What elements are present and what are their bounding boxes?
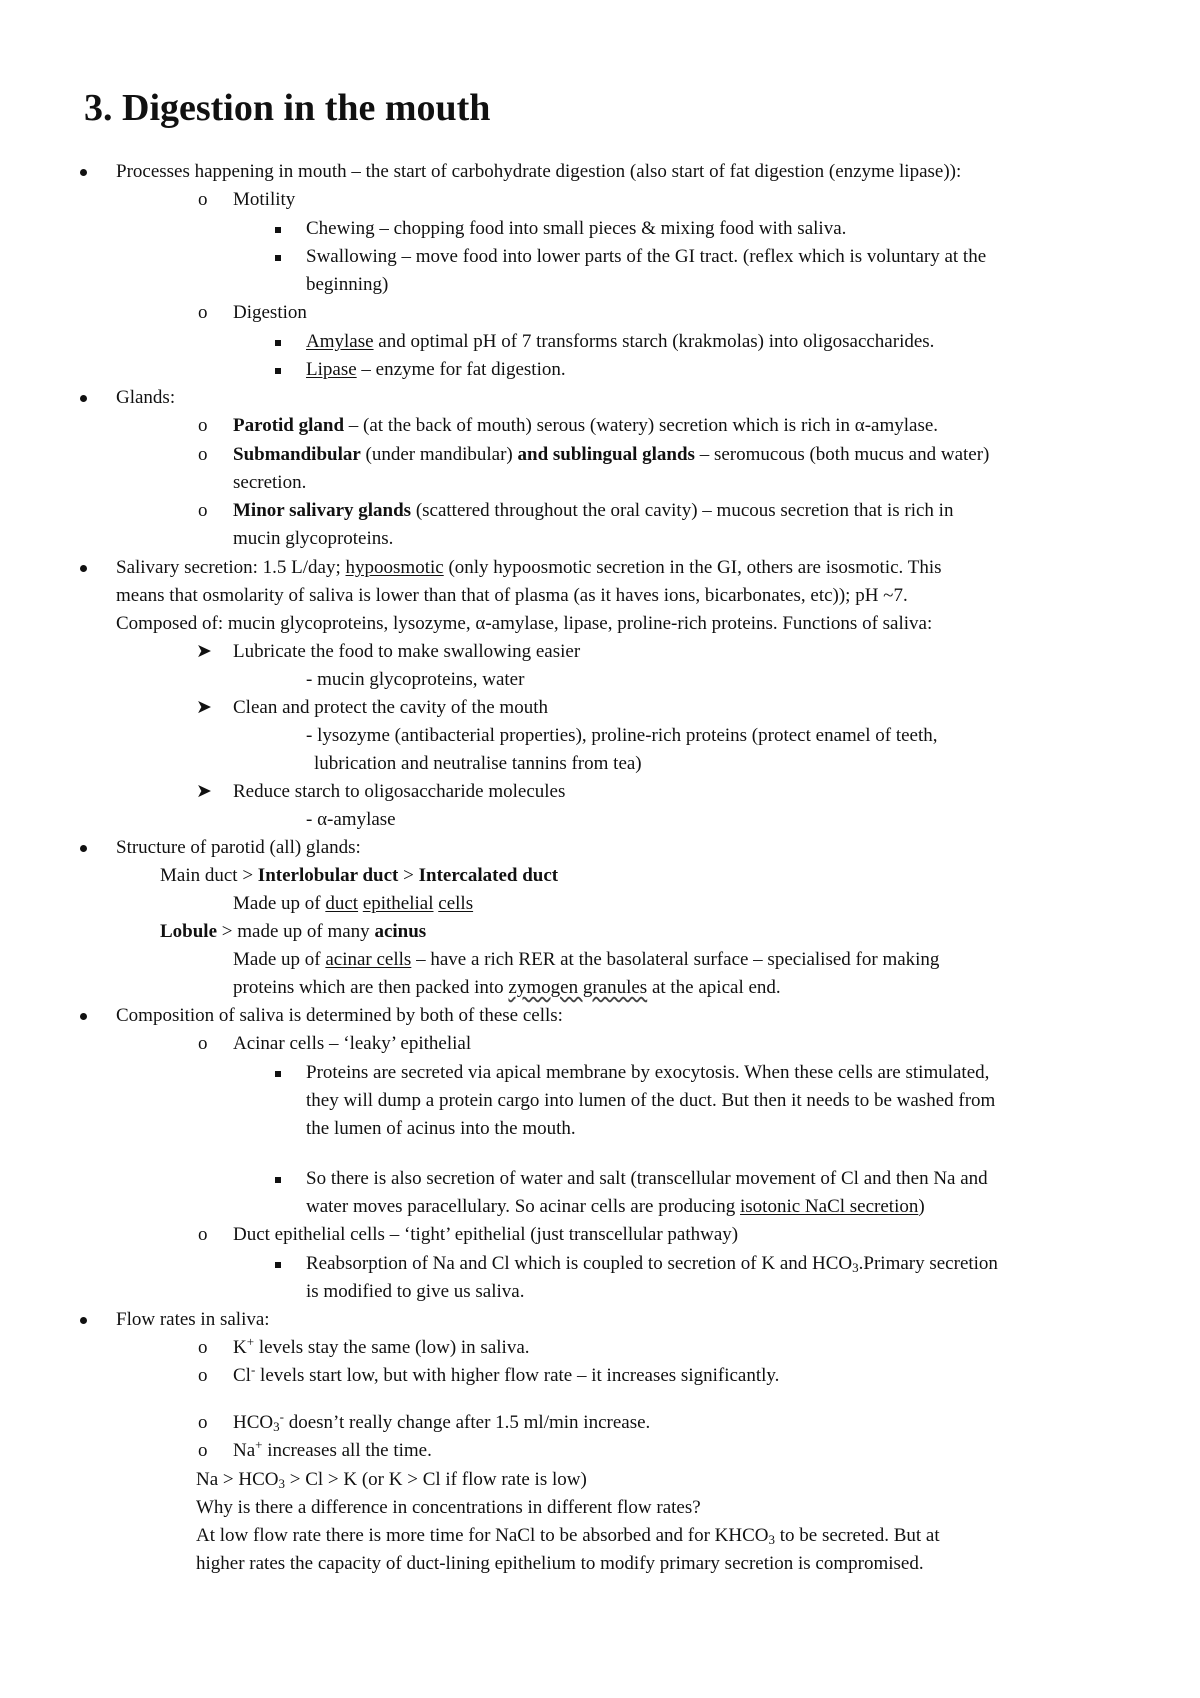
salivary-secretion-line2: means that osmolarity of saliva is lower than that of plasma (as it haves ions, bicarbonates, etc)); pH ~7.: [116, 585, 908, 606]
lipase-text: Lipase – enzyme for fat digestion.: [306, 359, 566, 380]
square-bullet: [275, 1262, 281, 1268]
swallowing-text-cont: beginning): [306, 274, 389, 295]
o-bullet: o: [198, 189, 208, 210]
sodium-text: Na+ increases all the time.: [233, 1437, 432, 1461]
reabsorption-text-line2: is modified to give us saliva.: [306, 1281, 525, 1302]
bullet-dot: [80, 845, 87, 852]
motility-text: Motility: [233, 189, 296, 210]
water-salt-text-line2: water moves paracellulary. So acinar cells are producing isotonic NaCl secretion): [306, 1196, 925, 1217]
o-bullet: o: [198, 444, 208, 465]
function-clean-detail: - lysozyme (antibacterial properties), proline-rich proteins (protect enamel of teeth,: [306, 725, 938, 746]
potassium-text: K+ levels stay the same (low) in saliva.: [233, 1334, 530, 1358]
submandibular-text-cont: secretion.: [233, 472, 307, 493]
function-reduce-starch: Reduce starch to oligosaccharide molecules: [233, 781, 566, 802]
lobule-text: Lobule > made up of many acinus: [160, 921, 427, 942]
arrow-bullet: ➤: [196, 641, 212, 662]
glands-text: Glands:: [116, 387, 176, 408]
reabsorption-text: Reabsorption of Na and Cl which is coupled to secretion of K and $HCO_3.Primary$ secretion: [306, 1253, 998, 1275]
bicarbonate-text: $HCO_3^-$ doesn’t really change after 1.5 ml/min increase.: [233, 1409, 651, 1434]
o-bullet: o: [198, 302, 208, 323]
o-bullet: o: [198, 1365, 208, 1386]
flow-rates-text: Flow rates in saliva:: [116, 1309, 270, 1330]
o-bullet: o: [198, 415, 208, 436]
square-bullet: [275, 368, 281, 374]
function-lubricate-detail: - mucin glycoproteins, water: [306, 669, 525, 690]
acinar-madeof-text: Made up of acinar cells – have a rich RER at the basolateral surface – specialised for making: [233, 949, 940, 970]
parotid-text: Parotid gland – (at the back of mouth) serous (watery) secretion which is rich in α-amylase.: [233, 415, 939, 436]
proteins-text-line3: the lumen of acinus into the mouth.: [306, 1118, 576, 1139]
water-salt-text: So there is also secretion of water and salt (transcellular movement of Cl and then Na and: [306, 1168, 988, 1189]
chloride-text: Cl- levels start low, but with higher flow rate – it increases significantly.: [233, 1362, 780, 1386]
o-bullet: o: [198, 1412, 208, 1433]
minor-glands-text: Minor salivary glands (scattered throughout the oral cavity) – mucous secretion that is rich in: [233, 500, 954, 521]
arrow-bullet: ➤: [196, 781, 212, 802]
bullet-dot: [80, 1013, 87, 1020]
duct-madeof-text: Made up of duct epithelial cells: [233, 893, 474, 914]
salivary-secretion-line3: Composed of: mucin glycoproteins, lysozyme, α-amylase, lipase, proline-rich proteins. Functions of saliva:: [116, 613, 933, 634]
duct-chain-text: Main duct > Interlobular duct > Intercalated duct: [160, 865, 559, 886]
square-bullet: [275, 227, 281, 233]
submandibular-text: Submandibular (under mandibular) and sublingual glands – seromucous (both mucus and water): [233, 444, 990, 465]
o-bullet: o: [198, 1440, 208, 1461]
o-bullet: o: [198, 500, 208, 521]
proteins-text: Proteins are secreted via apical membrane by exocytosis. When these cells are stimulated,: [306, 1062, 990, 1083]
bullet-dot: [80, 565, 87, 572]
function-clean-detail-cont: lubrication and neutralise tannins from tea): [314, 753, 642, 774]
concentration-order-text: $Na > HCO_3 > Cl > K$ (or K > Cl if flow rate is low): [196, 1469, 587, 1491]
function-clean: Clean and protect the cavity of the mouth: [233, 697, 548, 718]
minor-glands-text-cont: mucin glycoproteins.: [233, 528, 394, 549]
low-flow-text: At low flow rate there is more time for NaCl to be absorbed and for $KHCO_3$ to be secreted. But at: [196, 1525, 940, 1547]
square-bullet: [275, 255, 281, 261]
o-bullet: o: [198, 1337, 208, 1358]
structure-text: Structure of parotid (all) glands:: [116, 837, 361, 858]
bullet-dot: [80, 1317, 87, 1324]
page-title: 3. Digestion in the mouth: [84, 87, 491, 129]
square-bullet: [275, 1177, 281, 1183]
square-bullet: [275, 1071, 281, 1077]
proteins-text-line2: they will dump a protein cargo into lumen of the duct. But then it needs to be washed from: [306, 1090, 996, 1111]
o-bullet: o: [198, 1224, 208, 1245]
amylase-text: Amylase and optimal pH of 7 transforms starch (krakmolas) into oligosaccharides.: [306, 331, 935, 352]
function-reduce-starch-detail: - α-amylase: [306, 809, 396, 830]
digestion-text: Digestion: [233, 302, 307, 323]
square-bullet: [275, 340, 281, 346]
swallowing-text: Swallowing – move food into lower parts of the GI tract. (reflex which is voluntary at the: [306, 246, 987, 267]
acinar-madeof-text-cont: proteins which are then packed into zymogen granules at the apical end.: [233, 977, 781, 998]
duct-cells-text: Duct epithelial cells – ‘tight’ epithelial (just transcellular pathway): [233, 1224, 739, 1245]
bullet-dot: [80, 169, 87, 176]
why-question-text: Why is there a difference in concentrations in different flow rates?: [196, 1497, 701, 1518]
arrow-bullet: ➤: [196, 697, 212, 718]
salivary-secretion-text: Salivary secretion: 1.5 L/day; hypoosmotic (only hypoosmotic secretion in the GI, others are isosmotic. This: [116, 557, 942, 578]
acinar-cells-text: Acinar cells – ‘leaky’ epithelial: [233, 1033, 472, 1054]
function-lubricate: Lubricate the food to make swallowing easier: [233, 641, 581, 662]
composition-text: Composition of saliva is determined by both of these cells:: [116, 1005, 563, 1026]
processes-text: Processes happening in mouth – the start of carbohydrate digestion (also start of fat digestion (enzyme lipase)):: [116, 161, 962, 182]
bullet-dot: [80, 395, 87, 402]
o-bullet: o: [198, 1033, 208, 1054]
chewing-text: Chewing – chopping food into small pieces & mixing food with saliva.: [306, 218, 847, 239]
higher-rates-text: higher rates the capacity of duct-lining epithelium to modify primary secretion is compromised.: [196, 1553, 924, 1574]
